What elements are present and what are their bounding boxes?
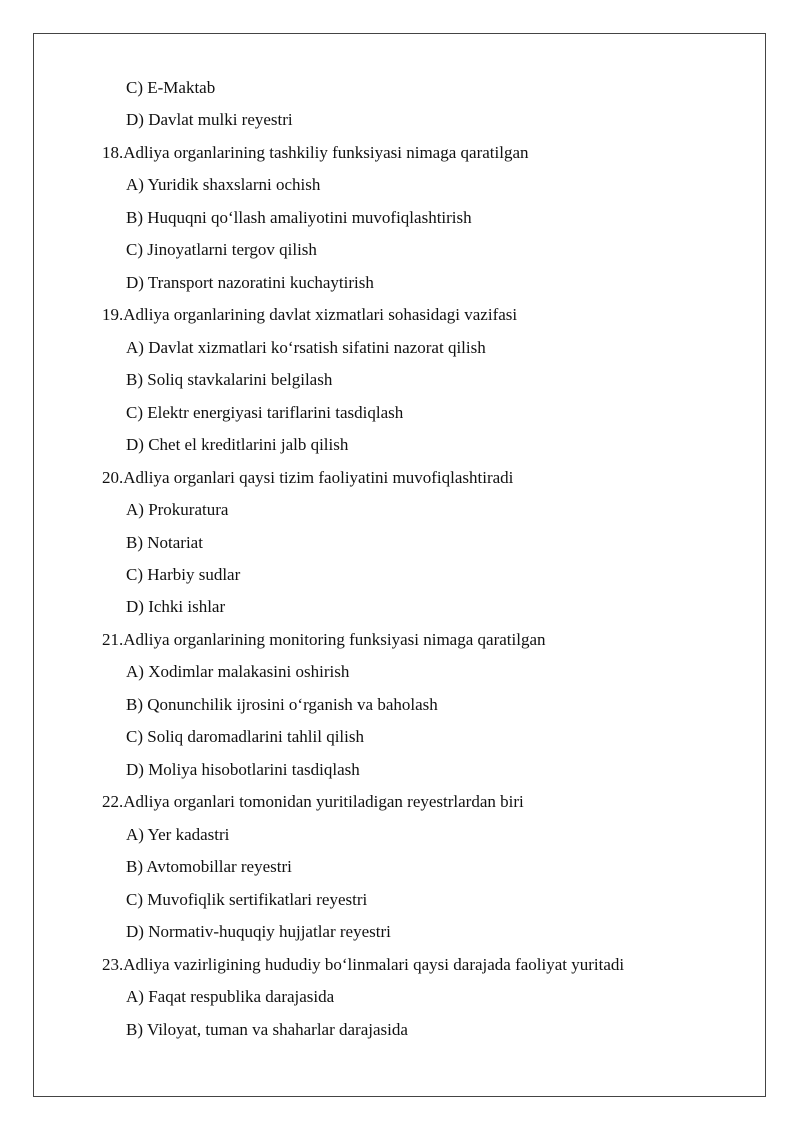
option-text: A) Faqat respublika darajasida (126, 987, 335, 1006)
option-text: D) Normativ-huquqiy hujjatlar reyestri (126, 922, 391, 941)
option-text: C) Jinoyatlarni tergov qilish (126, 240, 317, 259)
option-text: B) Notariat (126, 533, 203, 552)
option-text: D) Chet el kreditlarini jalb qilish (126, 435, 349, 454)
option-text: B) Soliq stavkalarini belgilash (126, 370, 333, 389)
option-text: A) Yuridik shaxslarni ochish (126, 175, 321, 194)
question-title: 22.Adliya organlari tomonidan yuritiladigan reyestrlardan biri (102, 792, 524, 811)
question-title: 18.Adliya organlarining tashkiliy funksiyasi nimaga qaratilgan (102, 143, 529, 162)
option-text: B) Viloyat, tuman va shaharlar darajasida (126, 1020, 408, 1039)
option-text: B) Qonunchilik ijrosini o‘rganish va baholash (126, 695, 438, 714)
option-text: D) Davlat mulki reyestri (126, 110, 293, 129)
question-title: 23.Adliya vazirligining hududiy bo‘linmalari qaysi darajada faoliyat yuritadi (102, 955, 625, 974)
option-text: D) Transport nazoratini kuchaytirish (126, 273, 374, 292)
question-title: 21.Adliya organlarining monitoring funksiyasi nimaga qaratilgan (102, 630, 546, 649)
question-title: 19.Adliya organlarining davlat xizmatlari sohasidagi vazifasi (102, 305, 518, 324)
option-text: D) Moliya hisobotlarini tasdiqlash (126, 760, 360, 779)
option-text: C) E-Maktab (126, 78, 216, 97)
option-text: C) Soliq daromadlarini tahlil qilish (126, 727, 364, 746)
question-title: 20.Adliya organlari qaysi tizim faoliyatini muvofiqlashtiradi (102, 468, 514, 487)
option-text: D) Ichki ishlar (126, 597, 226, 616)
option-text: B) Avtomobillar reyestri (126, 857, 292, 876)
option-text: A) Xodimlar malakasini oshirish (126, 662, 350, 681)
option-text: B) Huquqni qo‘llash amaliyotini muvofiqlashtirish (126, 208, 472, 227)
option-text: A) Davlat xizmatlari ko‘rsatish sifatini nazorat qilish (126, 338, 486, 357)
option-text: C) Harbiy sudlar (126, 565, 241, 584)
option-text: A) Prokuratura (126, 500, 229, 519)
option-text: A) Yer kadastri (126, 825, 230, 844)
option-text: C) Muvofiqlik sertifikatlari reyestri (126, 890, 368, 909)
option-text: C) Elektr energiyasi tariflarini tasdiqlash (126, 403, 404, 422)
